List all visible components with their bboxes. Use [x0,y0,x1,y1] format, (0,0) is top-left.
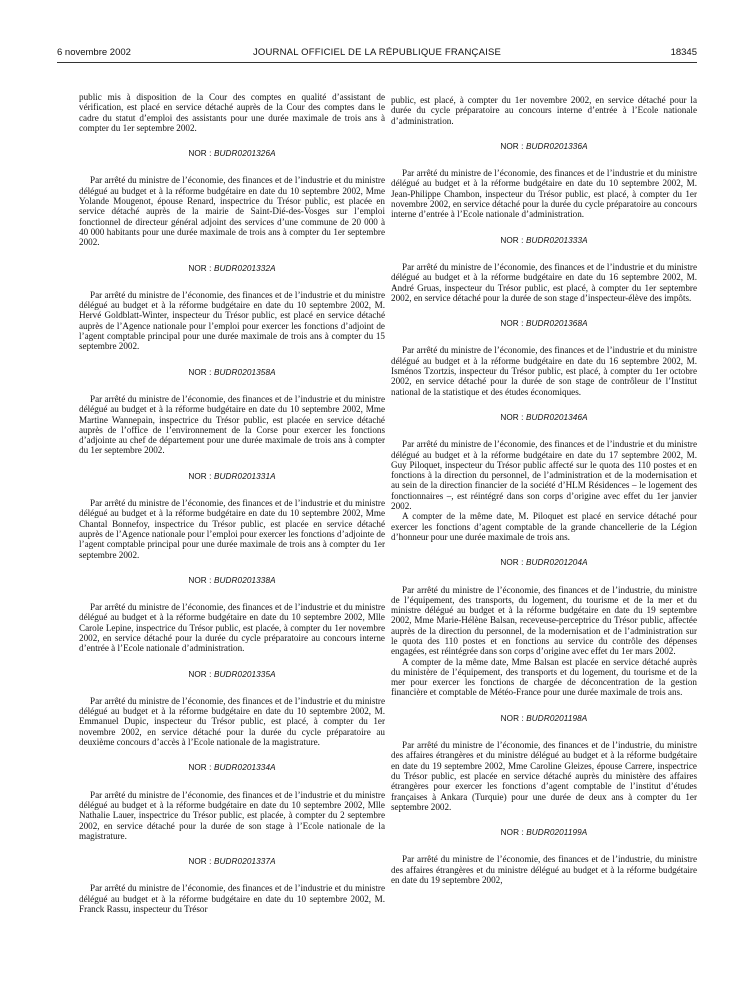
nor-code: BUDR0201338A [213,575,276,585]
decree-paragraph: Par arrêté du ministre de l’économie, des finances et de l’industrie et du ministre délégué au budget et à la réforme budgétaire en date du 16 septembre 2002, M. Isménos Tzortzis, inspecteur du Trésor public, est placé, à compter du 1er octobre 2002, en service détaché pour la durée de son stage de contrôleur de l’Institut national de la statistique et des études économiques. [391,345,697,397]
nor-label: NOR : [500,319,526,329]
decree-paragraph: Par arrêté du ministre de l’économie, des finances et de l’industrie et du ministre délégué au budget et à la réforme budgétaire en date du 10 septembre 2002, M. Hervé Goldblatt-Winter, inspecteur du Trésor public, est placé en service détaché auprès de l’Agence nationale pour l’emploi pour exercer les fonctions d’adjoint de l’agent comptable principal pour une durée maximale de trois ans à compter du 15 septembre 2002. [79,289,385,352]
nor-label: NOR : [188,857,214,867]
decree-paragraph: Par arrêté du ministre de l’économie, des finances et de l’industrie et du ministre délégué au budget et à la réforme budgétaire en date du 10 septembre 2002, M. Emmanuel Dupic, inspecteur du Trésor public, est placé, à compter du 1er novembre 2002, en service détaché pour la durée du cycle préparatoire au deuxième concours d’accès à l’Ecole nationale de la magistrature. [79,695,385,748]
issue-date: 6 novembre 2002 [57,47,131,58]
decree-paragraph: Par arrêté du ministre de l’économie, des finances et de l’industrie et du ministre délégué au budget et à la réforme budgétaire en date du 10 septembre 2002, Mlle Nathalie Lauer, inspectrice du Trésor public, est placée, à compter du 2 septembre 2002, en service détaché pour la durée de son stage à l’Ecole nationale de la magistrature. [79,789,385,841]
decree-paragraph: Par arrêté du ministre de l’économie, des finances et de l’industrie et du ministre délégué au budget et à la réforme budgétaire en date du 10 septembre 2002, Mme Yolande Mougenot, épouse Renard, inspectrice du Trésor public, est placée en service détaché auprès de la mairie de Saint-Dié-des-Vosges sur l’emploi fonctionnel de directeur général adjoint des services d’une commune de 20 000 à 40 000 habitants pour une durée maximale de trois ans à compter du 1er septembre 2002. [79,175,385,248]
decree-paragraph: Par arrêté du ministre de l’économie, des finances et de l’industrie et du ministre délégué au budget et à la réforme budgétaire en date du 10 septembre 2002, Mlle Carole Lepine, inspectrice du Trésor public, est placée, à compter du 1er novembre 2002, en service détaché pour la durée du cycle préparatoire au concours interne d’entrée à l’Ecole nationale d’administration. [79,602,385,654]
nor-label: NOR : [500,141,526,151]
nor-reference [79,149,385,159]
nor-label: NOR : [188,263,214,273]
nor-code: BUDR0201335A [213,669,276,679]
decree-paragraph: Par arrêté du ministre de l’économie, des finances et de l’industrie et du ministre délégué au budget et à la réforme budgétaire en date du 16 septembre 2002, M. André Gruas, inspecteur du Trésor public, est placé, à compter du 1er septembre 2002, en service détaché pour la durée de son stage d’inspecteur-élève des impôts. [391,261,697,303]
decree-paragraph: Par arrêté du ministre de l’économie, des finances et de l’industrie, du ministre de l’équipement, des transports, du logement, du tourisme et de la mer et du ministre délégué au budget et à la réforme budgétaire en date du 19 septembre 2002, Mme Marie-Hélène Balsan, receveuse-perceptrice du Trésor public, affectée auprès de la direction du personnel, de la modernisation et de l’administration sur le quota des 110 postes et en fonctions au service du contrôle des dépenses engagées, est réintégrée dans son corps d’origine avec effet du 1er mars 2002. [391,584,697,657]
nor-code: BUDR0201337A [213,857,276,867]
nor-reference [79,670,385,680]
nor-label: NOR : [500,713,527,723]
nor-label: NOR : [500,235,526,245]
page-number: 18345 [670,47,697,58]
nor-label: NOR : [500,412,526,422]
decree-paragraph: A compter de la même date, Mme Balsan est placée en service détaché auprès du ministère de l’équipement, des transports et du logement, du tourisme et de la mer pour exercer les fonctions de chargée de déconcentration de la gestion financière et comptable de Météo-France pour une durée maximale de trois ans. [391,656,697,698]
nor-reference [391,319,697,329]
nor-label: NOR : [188,575,214,585]
header-rule [57,62,697,63]
nor-code: BUDR0201198A [526,713,588,723]
nor-label: NOR : [500,558,526,568]
journal-title: JOURNAL OFFICIEL DE LA RÉPUBLIQUE FRANÇAISE [252,47,502,58]
decree-paragraph: A compter de la même date, M. Piloquet est placé en service détaché pour exercer les fonctions d’agent comptable de la grande chancellerie de la Légion d’honneur pour une durée maximale de trois ans. [391,511,697,542]
nor-code: BUDR0201199A [526,828,588,838]
nor-label: NOR : [188,149,214,159]
decree-paragraph: public mis à disposition de la Cour des comptes en qualité d’assistant de vérification, est placé en service détaché auprès de la Cour des comptes dans le cadre du statut d’emploi des assistants pour une durée maximale de trois ans à compter du 1er septembre 2002. [79,92,385,133]
decree-paragraph: Par arrêté du ministre de l’économie, des finances et de l’industrie et du ministre délégué au budget et à la réforme budgétaire en date du 10 septembre 2002, M. Franck Rassu, inspecteur du Trésor [79,883,385,915]
nor-reference [391,236,697,246]
nor-label: NOR : [188,367,214,377]
nor-reference [79,264,385,274]
page-header [57,47,697,63]
nor-code: BUDR0201358A [213,367,276,377]
nor-reference [391,413,697,423]
nor-reference [391,142,697,152]
nor-reference [79,472,385,482]
nor-reference [391,558,697,568]
nor-label: NOR : [188,669,214,679]
nor-reference [79,763,385,773]
nor-code: BUDR0201336A [525,141,588,151]
nor-code: BUDR0201331A [213,471,276,481]
left-column [79,92,385,914]
decree-paragraph: Par arrêté du ministre de l’économie, des finances et de l’industrie et du ministre délégué au budget et à la réforme budgétaire en date du 10 septembre 2002, M. Jean-Philippe Chambon, inspecteur du Trésor public, est placé, à compter du 1er novembre 2002, en service détaché pour la durée du cycle préparatoire au concours interne d’entrée à l’Ecole nationale d’administration. [391,168,697,220]
nor-reference [391,828,697,838]
nor-reference [391,714,697,724]
nor-label: NOR : [188,471,214,481]
nor-reference [79,857,385,867]
nor-reference [79,368,385,378]
right-column [391,95,697,885]
decree-paragraph: Par arrêté du ministre de l’économie, des finances et de l’industrie et du ministre délégué au budget et à la réforme budgétaire en date du 10 septembre 2002, Mme Martine Wannepain, inspectrice du Trésor public, est placée en service détaché auprès de l’office de l’environnement de la Corse pour exercer les fonctions d’adjointe au chef de département pour une durée maximale de trois ans à compter du 1er septembre 2002. [79,393,385,456]
nor-code: BUDR0201346A [525,412,588,422]
nor-label: NOR : [500,828,527,838]
nor-code: BUDR0201333A [525,235,588,245]
decree-paragraph: Par arrêté du ministre de l’économie, des finances et de l’industrie et du ministre délégué au budget et à la réforme budgétaire en date du 17 septembre 2002, M. Guy Piloquet, inspecteur du Trésor public affecté sur le quota des 110 postes et en fonctions à la direction du personnel, de l’administration et de la modernisation et au sein de la direction financier de la société d’HLM Résidences – le logement des fonctionnaires –, est réintégré dans son corps d’origine avec effet du 1er janvier 2002. [391,439,697,512]
decree-paragraph: public, est placé, à compter du 1er novembre 2002, en service détaché pour la durée du cycle préparatoire au concours interne d’entrée à l’Ecole nationale d’administration. [391,95,697,126]
nor-code: BUDR0201334A [213,763,276,773]
nor-code: BUDR0201204A [525,558,588,568]
nor-code: BUDR0201368A [525,319,588,329]
decree-paragraph: Par arrêté du ministre de l’économie, des finances et de l’industrie et du ministre délégué au budget et à la réforme budgétaire en date du 10 septembre 2002, Mme Chantal Bonnefoy, inspectrice du Trésor public, est placée en service détaché auprès de l’Agence nationale pour l’emploi pour exercer les fonctions d’adjointe de l’agent comptable principal pour une durée maximale de trois ans à compter du 1er septembre 2002. [79,498,385,560]
decree-paragraph: Par arrêté du ministre de l’économie, des finances et de l’industrie, du ministre des affaires étrangères et du ministre délégué au budget et à la réforme budgétaire en date du 19 septembre 2002, Mme Caroline Gleizes, épouse Carrere, inspectrice du Trésor public, est placée en service détaché auprès du ministère des affaires étrangères pour exercer les fonctions d’agent comptable de l’institut d’études françaises à Ankara (Turquie) pour une durée de deux ans à compter du 1er septembre 2002. [391,740,697,812]
nor-label: NOR : [188,763,214,773]
nor-reference [79,576,385,586]
decree-paragraph: Par arrêté du ministre de l’économie, des finances et de l’industrie, du ministre des affaires étrangères et du ministre délégué au budget et à la réforme budgétaire en date du 19 septembre 2002, [391,854,697,886]
nor-code: BUDR0201326A [213,149,276,159]
nor-code: BUDR0201332A [213,263,276,273]
